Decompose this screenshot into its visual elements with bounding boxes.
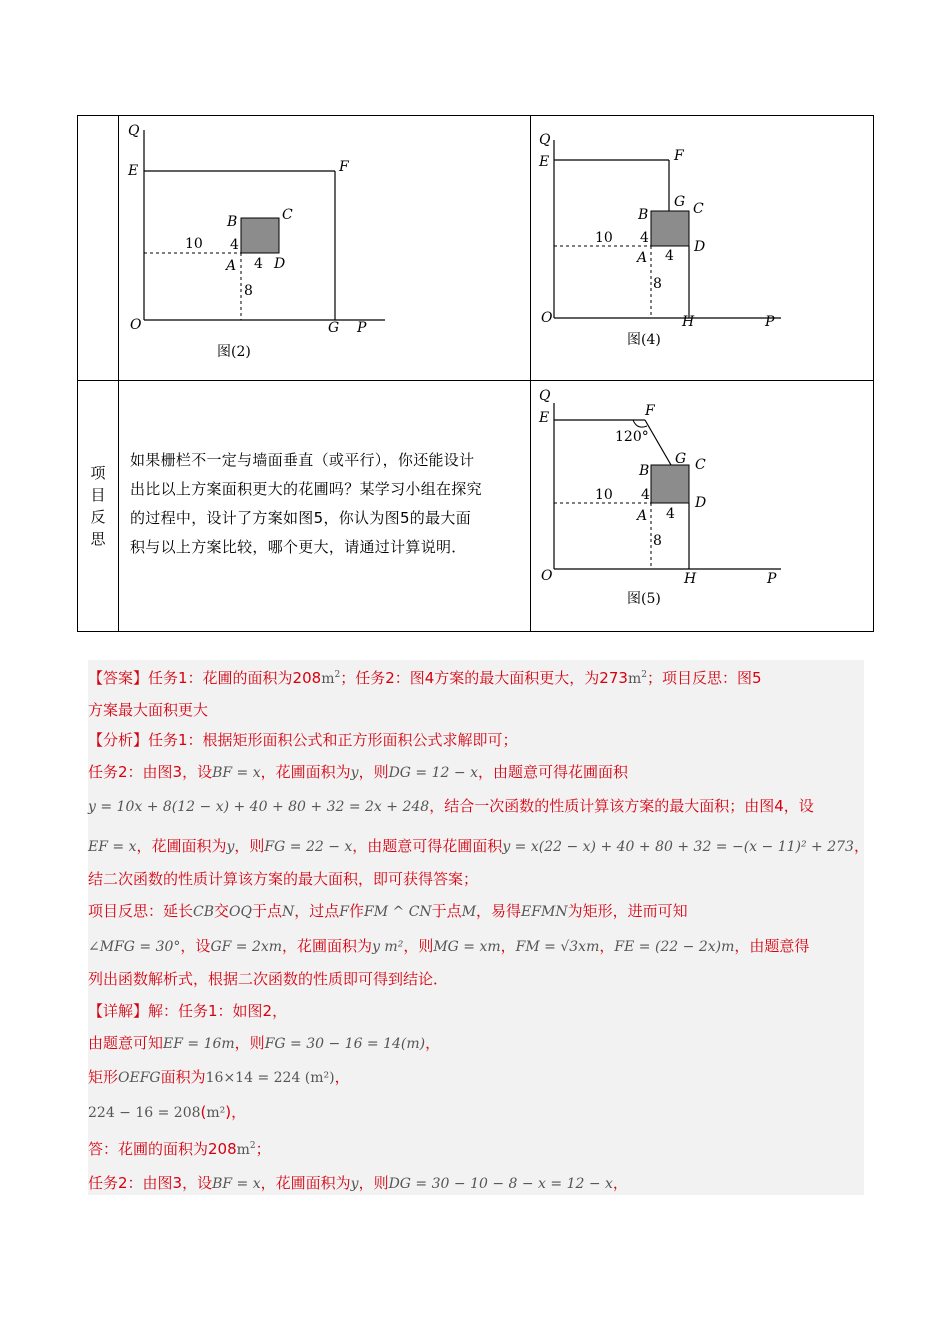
unit: m	[627, 671, 642, 687]
detail-line-3: 矩形OEFG面积为16×14 = 224 (m²)，	[88, 1068, 350, 1086]
text-line: 如果栅栏不一定与墙面垂直（或平行），你还能设计	[130, 451, 475, 469]
label-D: D	[695, 495, 707, 511]
label-10: 10	[595, 230, 613, 246]
answer-line-1	[88, 667, 762, 688]
caption-fig5: 图(5)	[627, 591, 661, 607]
label-A: A	[637, 250, 648, 266]
detail-line-1: 【详解】解：任务1：如图2，	[88, 1002, 288, 1020]
label-E: E	[128, 163, 139, 179]
caption-fig4: 图(4)	[627, 332, 661, 348]
label-O: O	[541, 568, 553, 584]
text-line: 出比以上方案面积更大的花圃吗？某学习小组在探究	[130, 480, 482, 498]
label-8: 8	[653, 533, 662, 549]
detail-line-4: 224 − 16 = 208(m²)，	[88, 1103, 247, 1121]
label-4: 4	[641, 487, 650, 503]
analysis-line-1: 【分析】任务1：根据矩形面积公式和正方形面积公式求解即可；	[88, 731, 518, 749]
label-G: G	[674, 194, 686, 210]
unit: m	[321, 671, 335, 687]
label-A: A	[226, 258, 237, 274]
figure-4	[535, 118, 795, 358]
label-B: B	[638, 207, 649, 223]
label-O: O	[541, 310, 553, 326]
label-B: B	[227, 214, 238, 230]
analysis-line-5: 结二次函数的性质计算该方案的最大面积，即可获得答案；	[88, 870, 479, 888]
label-Q: Q	[539, 132, 551, 148]
label-char: 思	[90, 530, 106, 548]
label-G: G	[328, 320, 340, 336]
analysis-line-7: ∠MFG = 30°，设GF = 2xm，花圃面积为y m²，则MG = xm，FM = √3xm，FE = (22 − 2x)m，由题意得	[88, 937, 810, 955]
answer-section	[88, 660, 869, 1195]
label-C: C	[693, 201, 704, 217]
label-C: C	[282, 207, 293, 223]
superscript: 2	[334, 670, 341, 680]
label-F: F	[645, 403, 655, 419]
label-4: 4	[665, 248, 674, 264]
text-line: 积与以上方案比较，哪个更大，请通过计算说明．	[130, 538, 467, 556]
label-F: F	[339, 159, 349, 175]
table-divider-row	[78, 380, 873, 381]
label-P: P	[767, 571, 777, 587]
label-Q: Q	[539, 388, 551, 404]
analysis-line-8: 列出函数解析式，根据二次函数的性质即可得到结论．	[88, 970, 449, 988]
label-F: F	[674, 148, 684, 164]
label-E: E	[539, 154, 550, 170]
answer-text: 【答案】任务1：花圃的面积为208	[88, 669, 322, 687]
label-O: O	[130, 317, 142, 333]
label-char: 反	[90, 508, 106, 526]
analysis-line-3: y = 10x + 8(12 − x) + 40 + 80 + 32 = 2x + 248，结合一次函数的性质计算该方案的最大面积；由图4，设	[88, 797, 814, 815]
answer-text: ；任务2：图4方案的最大面积更大，为273	[340, 669, 628, 687]
label-P: P	[765, 314, 775, 330]
label-C: C	[695, 457, 706, 473]
label-4: 4	[230, 237, 239, 253]
detail-line-2: 由题意可知EF = 16m，则FG = 30 − 16 = 14(m)，	[88, 1034, 441, 1052]
label-4: 4	[640, 230, 649, 246]
label-H: H	[682, 314, 695, 330]
superscript: 2	[641, 670, 647, 680]
label-P: P	[357, 320, 367, 336]
label-B: B	[639, 463, 650, 479]
answer-text: ；项目反思：图5	[646, 669, 762, 687]
label-char: 目	[90, 486, 106, 504]
answer-line-2: 方案最大面积更大	[88, 701, 209, 719]
label-10: 10	[595, 487, 613, 503]
label-4: 4	[254, 256, 263, 272]
analysis-line-6: 项目反思：延长CB交OQ于点N，过点F作FM ^ CN于点M，易得EFMN为矩形，进而可知	[88, 902, 688, 920]
reflection-text	[130, 446, 525, 562]
label-char: 项	[90, 464, 106, 482]
caption-fig2: 图(2)	[217, 344, 251, 360]
figure-5	[535, 383, 795, 623]
label-8: 8	[653, 276, 662, 292]
label-Q: Q	[128, 123, 140, 139]
table-divider-col1	[118, 116, 119, 631]
label-A: A	[637, 508, 648, 524]
analysis-line-4: EF = x，花圃面积为y，则FG = 22 − x，由题意可得花圃面积y = x(22 − x) + 40 + 80 + 32 = −(x − 11)² + 273，	[88, 837, 869, 855]
label-D: D	[274, 256, 286, 272]
label-E: E	[539, 410, 550, 426]
label-4: 4	[666, 506, 675, 522]
label-10: 10	[185, 236, 203, 252]
detail-line-5: 答：花圃的面积为$208m^2$；	[88, 1140, 271, 1158]
angle-label: 120°	[615, 429, 649, 445]
figure-2	[120, 118, 420, 368]
text-line: 的过程中，设计了方案如图5，你认为图5的最大面	[130, 509, 471, 527]
label-H: H	[684, 571, 697, 587]
table-divider-col2	[530, 116, 531, 631]
label-8: 8	[244, 283, 253, 299]
label-D: D	[694, 239, 706, 255]
label-G: G	[675, 451, 687, 467]
project-reflection-label	[78, 381, 118, 631]
detail-line-6: 任务2：由图3，设BF = x，花圃面积为y，则DG = 30 − 10 − 8 − x = 12 − x，	[88, 1174, 628, 1192]
analysis-line-2: 任务2：由图3，设BF = x，花圃面积为y，则DG = 12 − x，由题意可得花圃面积	[88, 763, 628, 781]
